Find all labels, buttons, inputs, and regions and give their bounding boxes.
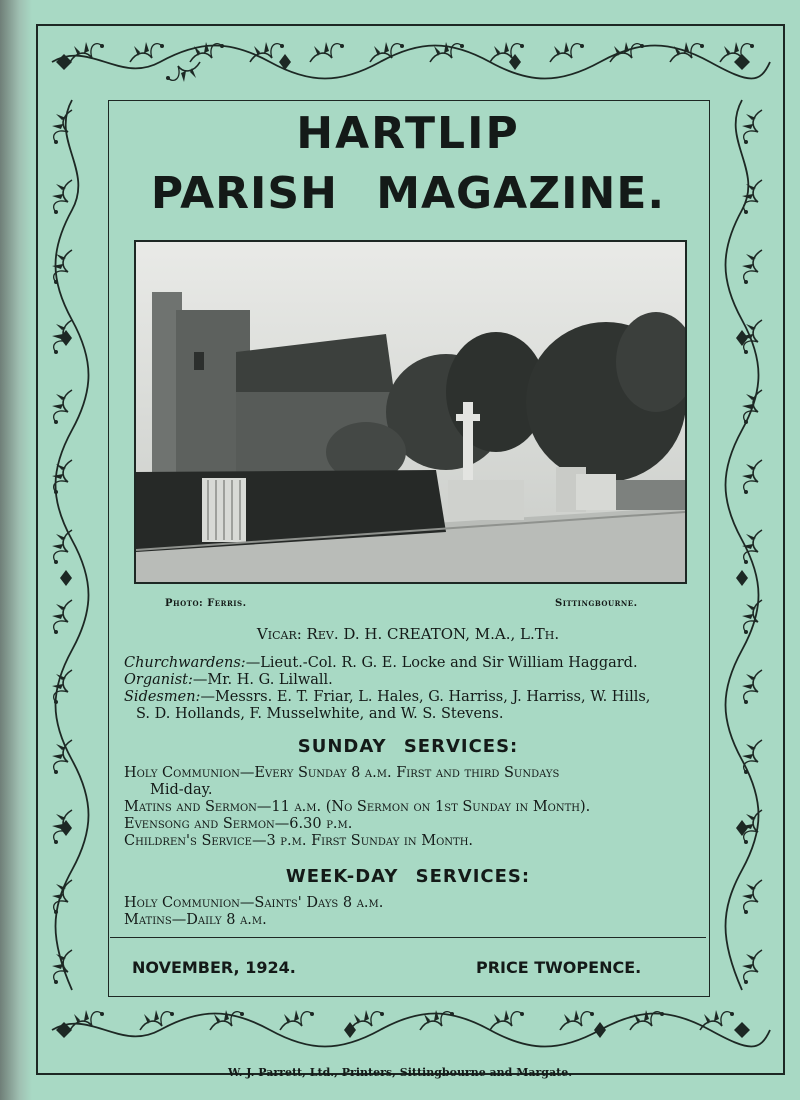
- sidesmen-names-2: S. D. Hollands, F. Musselwhite, and W. S. Stevens.: [136, 706, 504, 722]
- sidesmen-line: [124, 689, 704, 706]
- photo-location: Sittingbourne.: [555, 598, 638, 609]
- organist-name: —Mr. H. G. Lilwall.: [192, 672, 333, 688]
- church-photograph: [134, 240, 687, 584]
- sunday-service-line: Matins and Sermon—11 a.m. (No Sermon on 1st Sunday in Month).: [124, 799, 591, 815]
- sidesmen-label: Sidesmen:: [124, 689, 201, 705]
- churchwardens-names: —Lieut.-Col. R. G. E. Locke and Sir William Haggard.: [245, 655, 638, 671]
- weekday-service-line: Holy Communion—Saints' Days 8 a.m.: [124, 895, 384, 911]
- sunday-service-line: Holy Communion—Every Sunday 8 a.m. First and third Sundays: [124, 765, 560, 781]
- sunday-services-heading: SUNDAY SERVICES:: [297, 736, 519, 757]
- issue-price: PRICE TWOPENCE.: [476, 958, 642, 977]
- divider-rule: [110, 937, 706, 938]
- masthead-title-line2: PARISH MAGAZINE.: [150, 168, 666, 219]
- vicar-line: Vicar: Rev. D. H. CREATON, M.A., L.Th.: [256, 625, 560, 643]
- photo-credit: Photo: Ferris.: [165, 598, 247, 609]
- masthead-title-line1: HARTLIP: [296, 108, 520, 159]
- churchwardens-line: [124, 655, 704, 672]
- sunday-service-line: Children's Service—3 p.m. First Sunday in Month.: [124, 833, 474, 849]
- sunday-service-line: Evensong and Sermon—6.30 p.m.: [124, 816, 353, 832]
- weekday-services-heading: WEEK-DAY SERVICES:: [285, 866, 531, 887]
- organist-label: Organist:: [124, 672, 193, 688]
- sidesmen-names-1: —Messrs. E. T. Friar, L. Hales, G. Harriss, J. Harriss, W. Hills,: [200, 689, 651, 705]
- printer-imprint: W. J. Parrett, Ltd., Printers, Sittingbourne and Margate.: [227, 1066, 573, 1079]
- churchwardens-label: Churchwardens:: [124, 655, 246, 671]
- sunday-service-line: Mid-day.: [150, 782, 213, 798]
- organist-line: [124, 672, 704, 689]
- issue-date: NOVEMBER, 1924.: [132, 958, 296, 977]
- weekday-service-line: Matins—Daily 8 a.m.: [124, 912, 267, 928]
